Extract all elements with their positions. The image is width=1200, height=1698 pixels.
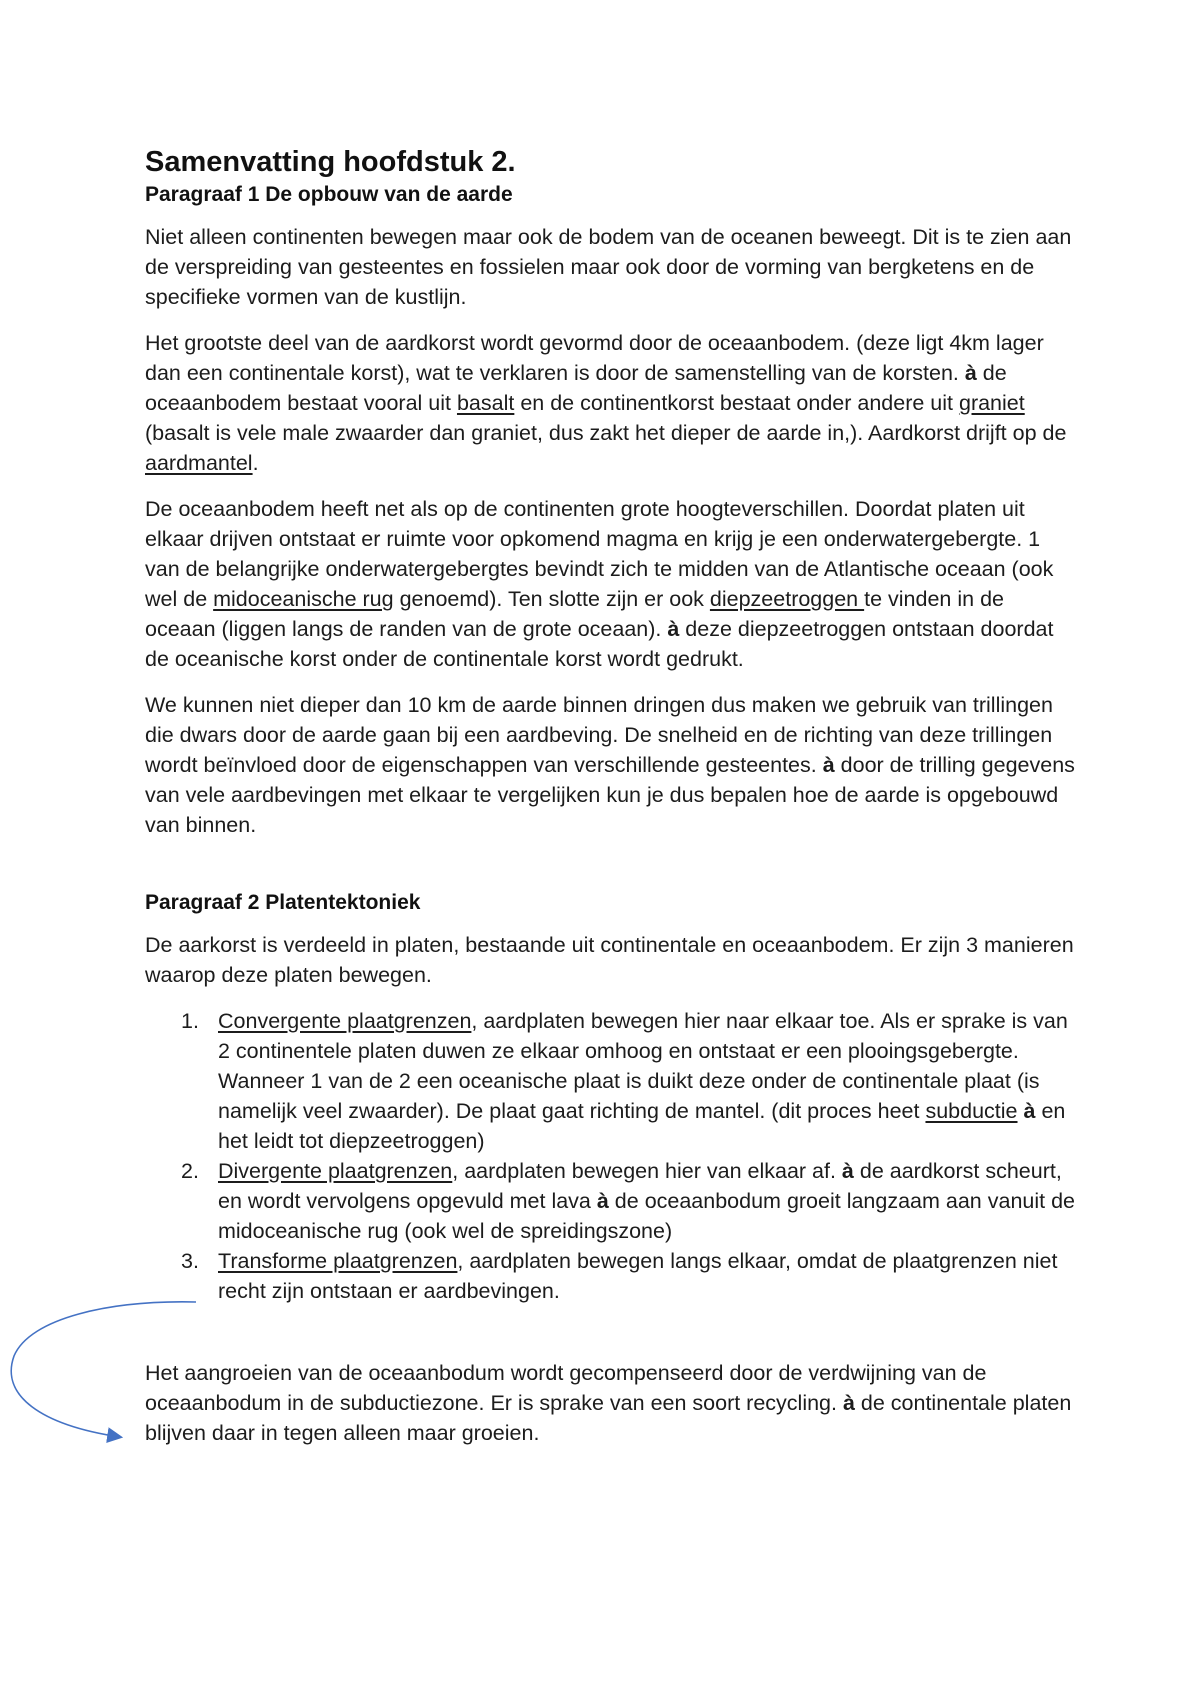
term-diepzeetroggen: diepzeetroggen xyxy=(709,587,865,611)
arrow-symbol: à xyxy=(964,361,977,385)
list-item-transform: 3. Transforme plaatgrenzen, aardplaten bewegen langs elkaar, omdat de plaatgrenzen niet recht zijn ontstaan er aardbevingen. xyxy=(145,1246,1075,1306)
term-subductie: subductie xyxy=(925,1099,1018,1123)
paragraph-aardkorst: Het grootste deel van de aardkorst wordt gevormd door de oceaanbodem. (deze ligt 4km lager dan een continentale korst), wat te verklaren is door de samenstelling van de korsten. à de oceaanbodem bestaat vooral uit basalt en de continentkorst bestaat onder andere uit graniet (basalt is vele male zwaarder dan graniet, dus zakt het dieper de aarde in,). Aardkorst drijft op de aardmantel. xyxy=(145,331,1067,475)
document-title: Samenvatting hoofdstuk 2. xyxy=(145,146,516,178)
section-heading-paragraaf-1: Paragraaf 1 De opbouw van de aarde xyxy=(145,183,513,206)
arrow-symbol: à xyxy=(822,753,835,777)
plate-boundaries-list xyxy=(145,1006,1075,1306)
term-basalt: basalt xyxy=(456,391,515,415)
paragraph-platen-intro: De aarkorst is verdeeld in platen, bestaande uit continentale en oceaanbodem. Er zijn 3 manieren waarop deze platen bewegen. xyxy=(145,933,1074,987)
arrow-symbol: à xyxy=(667,617,680,641)
paragraph-oceaanbodem: De oceaanbodem heeft net als op de continenten grote hoogteverschillen. Doordat platen uit elkaar drijven ontstaat er ruimte voor opkomend magma en krijg je een onderwatergebergte. 1 van de belangrijke onderwatergebergtes bevindt zich te midden van de Atlantische oceaan (ook wel de midoceanische rug genoemd). Ten slotte zijn er ook diepzeetroggen te vinden in de oceaan (liggen langs de randen van de grote oceaan). à deze diepzeetroggen ontstaan doordat de oceanische korst onder de continentale korst wordt gedrukt. xyxy=(145,497,1054,671)
term-transforme-plaatgrenzen: Transforme plaatgrenzen xyxy=(218,1249,458,1273)
term-divergente-plaatgrenzen: Divergente plaatgrenzen xyxy=(218,1159,453,1183)
list-number: 3. xyxy=(181,1249,199,1273)
document-content xyxy=(145,144,1075,1448)
list-number: 1. xyxy=(181,1009,199,1033)
paragraph-recycling: Het aangroeien van de oceaanbodum wordt gecompenseerd door de verdwijning van de oceaanbodum in de subductiezone. Er is sprake van een soort recycling. à de continentale platen blijven daar in tegen alleen maar groeien. xyxy=(145,1361,1072,1445)
term-midoceanische-rug: midoceanische rug xyxy=(213,587,394,611)
paragraph-intro: Niet alleen continenten bewegen maar ook de bodem van de oceanen beweegt. Dit is te zien aan de verspreiding van gesteentes en fossielen maar ook door de vorming van bergketens en de specifieke vormen van de kustlijn. xyxy=(145,225,1072,309)
term-convergente-plaatgrenzen: Convergente plaatgrenzen xyxy=(218,1009,472,1033)
term-graniet: graniet xyxy=(958,391,1025,415)
list-item-convergent: 1. Convergente plaatgrenzen, aardplaten bewegen hier naar elkaar toe. Als er sprake is van 2 continentele platen duwen ze elkaar omhoog en ontstaat er een plooingsgebergte. Wanneer 1 van de 2 een oceanische plaat is duikt deze onder de continentale plaat (is namelijk veel zwaarder). De plaat gaat richting de mantel. (dit proces heet subductie à en het leidt tot diepzeetroggen) xyxy=(145,1006,1075,1156)
arrow-symbol: à xyxy=(842,1391,855,1415)
arrow-symbol: à xyxy=(596,1189,609,1213)
term-aardmantel: aardmantel xyxy=(145,451,253,475)
paragraph-trillingen: We kunnen niet dieper dan 10 km de aarde binnen dringen dus maken we gebruik van trillingen die dwars door de aarde gaan bij een aardbeving. De snelheid en de richting van deze trillingen wordt beïnvloed door de eigenschappen van verschillende gesteentes. à door de trilling gegevens van vele aardbevingen met elkaar te vergelijken kun je dus bepalen hoe de aarde is opgebouwd van binnen. xyxy=(145,693,1075,837)
section-heading-paragraaf-2: Paragraaf 2 Platentektoniek xyxy=(145,891,421,914)
list-item-divergent: 2. Divergente plaatgrenzen, aardplaten bewegen hier van elkaar af. à de aardkorst scheurt, en wordt vervolgens opgevuld met lava à de oceaanbodum groeit langzaam aan vanuit de midoceanische rug (ook wel de spreidingszone) xyxy=(145,1156,1075,1246)
list-number: 2. xyxy=(181,1159,199,1183)
arrow-symbol: à xyxy=(841,1159,854,1183)
arrow-symbol: à xyxy=(1023,1099,1036,1123)
